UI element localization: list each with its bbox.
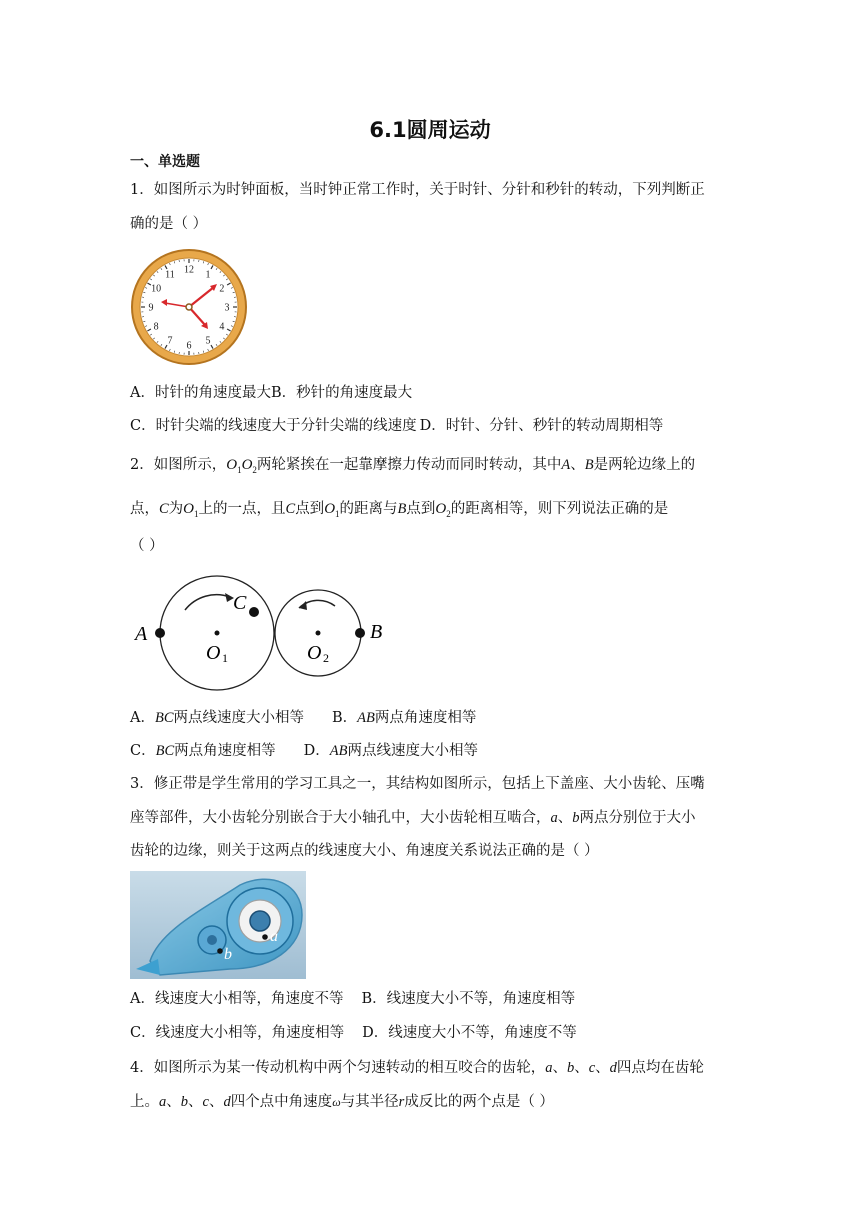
q1-option-c[interactable]: C．时针尖端的线速度大于分针尖端的线速度 bbox=[130, 418, 417, 434]
clock-numeral: 11 bbox=[165, 269, 175, 281]
var-a: a bbox=[550, 810, 558, 826]
omega-symbol: ω bbox=[332, 1095, 341, 1109]
clock-numeral: 10 bbox=[151, 283, 162, 295]
q3-stem-line1: 3．修正带是学生常用的学习工具之一，其结构如图所示，包括上下盖座、大小齿轮、压嘴 bbox=[130, 776, 705, 792]
o2-symbol: $O_2$ bbox=[435, 501, 451, 519]
clock-numeral: 4 bbox=[219, 321, 225, 333]
q1-options-row1 bbox=[130, 383, 412, 403]
clock-numeral: 3 bbox=[224, 302, 230, 314]
center-o2 bbox=[316, 631, 321, 636]
clock-figure bbox=[129, 247, 249, 367]
q1-option-a[interactable]: A．时针的角速度最大 bbox=[130, 385, 271, 401]
q2-text: 两轮紧挨在一起靠摩擦力传动而同时转动，其中 bbox=[256, 457, 562, 473]
var-a: A bbox=[561, 457, 571, 473]
q2-options-row1 bbox=[130, 708, 476, 728]
q3-option-c[interactable]: C．线速度大小相等，角速度相等 bbox=[130, 1025, 345, 1041]
q3-options-row2 bbox=[130, 1023, 577, 1043]
q2-text-2: 是两轮边缘上的 bbox=[593, 457, 696, 473]
var-r: r bbox=[398, 1094, 405, 1110]
var-b: b bbox=[572, 810, 580, 826]
q3-option-b[interactable]: B．线速度大小不等，角速度相等 bbox=[361, 991, 576, 1007]
q1-stem-line1: 1．如图所示为时钟面板，当时钟正常工作时，关于时针、分针和秒针的转动，下列判断正 bbox=[130, 182, 705, 198]
q1-option-b[interactable]: B．秒针的角速度最大 bbox=[270, 385, 413, 401]
q3-option-a[interactable]: A．线速度大小相等，角速度不等 bbox=[130, 991, 344, 1007]
q1-options-row2 bbox=[130, 416, 663, 436]
clock-center bbox=[186, 304, 192, 310]
q2-stem-line2: 点，C为$O_1$上的一点，且C点到$O_1$的距离与B点到$O_2$的距离相等，则下列说法正确的是 bbox=[130, 501, 669, 519]
q3-options-row1 bbox=[130, 989, 575, 1009]
label-o2-sub: 2 bbox=[323, 651, 329, 665]
clock-numeral: 2 bbox=[219, 283, 225, 295]
var-c: C bbox=[159, 501, 169, 517]
clock-numeral: 1 bbox=[205, 269, 211, 281]
small-gear-hub bbox=[207, 935, 217, 945]
clock-numeral: 7 bbox=[167, 335, 173, 347]
label-o2: O bbox=[307, 642, 322, 664]
q2-option-d[interactable]: D．AB两点线速度大小相等 bbox=[303, 743, 478, 759]
center-o1 bbox=[215, 631, 220, 636]
q2-option-c[interactable]: C．BC两点角速度相等 bbox=[130, 743, 276, 759]
q3-stem-line2: 座等部件，大小齿轮分别嵌合于大小轴孔中，大小齿轮相互啮合，a、b两点分别位于大小 bbox=[130, 810, 696, 826]
point-a bbox=[262, 934, 268, 940]
q2-option-a[interactable]: A．BC两点线速度大小相等 bbox=[130, 710, 305, 726]
q1-stem-line2: 确的是（ ） bbox=[130, 216, 208, 232]
wheels-figure bbox=[130, 570, 390, 700]
section-heading: 一、单选题 bbox=[130, 154, 200, 170]
point-c bbox=[249, 607, 259, 617]
q2-options-row2 bbox=[130, 741, 478, 761]
o1-symbol: $O_1$ bbox=[183, 501, 199, 519]
o2-symbol: $O_2$ bbox=[241, 457, 257, 475]
rotation-arrow-o1 bbox=[185, 595, 230, 610]
q3-stem-line3: 齿轮的边缘，则关于这两点的线速度大小、角速度关系说法正确的是（ ） bbox=[130, 843, 599, 859]
label-c: C bbox=[233, 592, 247, 614]
clock-numeral: 12 bbox=[184, 264, 194, 276]
var-b: B bbox=[584, 457, 594, 473]
arrow-head-o2 bbox=[299, 601, 307, 610]
q4-stem-line2: 上。a、b、c、d四个点中角速度ω与其半径r成反比的两个点是（ ） bbox=[130, 1094, 554, 1110]
label-b: b bbox=[224, 946, 232, 963]
label-a: A bbox=[135, 623, 148, 645]
o1-symbol: $O_1$ bbox=[226, 457, 242, 475]
label-o1: O bbox=[206, 642, 221, 664]
point-a bbox=[155, 628, 165, 638]
q4-stem-line1: 4．如图所示为某一传动机构中两个匀速转动的相互咬合的齿轮，a、b、c、d四点均在齿轮 bbox=[130, 1060, 704, 1076]
q2-stem-line1: 2．如图所示，$O_1O_2$两轮紧挨在一起靠摩擦力传动而同时转动，其中A、B是两轮边缘上的 bbox=[130, 457, 696, 475]
page-title: 6.1圆周运动 bbox=[369, 118, 491, 142]
clock-numeral: 9 bbox=[148, 302, 154, 314]
label-b: B bbox=[370, 621, 383, 643]
q3-option-d[interactable]: D．线速度大小不等，角速度不等 bbox=[362, 1025, 577, 1041]
large-gear-hub bbox=[250, 911, 270, 931]
clock-numeral: 8 bbox=[153, 321, 159, 333]
label-o1-sub: 1 bbox=[222, 651, 228, 665]
point-b bbox=[355, 628, 365, 638]
correction-tape-photo bbox=[130, 871, 306, 979]
clock-numeral: 6 bbox=[186, 340, 192, 352]
label-a: a bbox=[270, 928, 278, 945]
q1-option-d[interactable]: D．时针、分针、秒针的转动周期相等 bbox=[419, 418, 664, 434]
q2-option-b[interactable]: B．AB两点角速度相等 bbox=[332, 710, 477, 726]
clock-numeral: 5 bbox=[205, 335, 211, 347]
q2-stem-line3: （ ） bbox=[130, 538, 164, 554]
q2-number: 2．如图所示， bbox=[130, 457, 227, 473]
o1-symbol: $O_1$ bbox=[324, 501, 340, 519]
point-b bbox=[217, 948, 223, 954]
